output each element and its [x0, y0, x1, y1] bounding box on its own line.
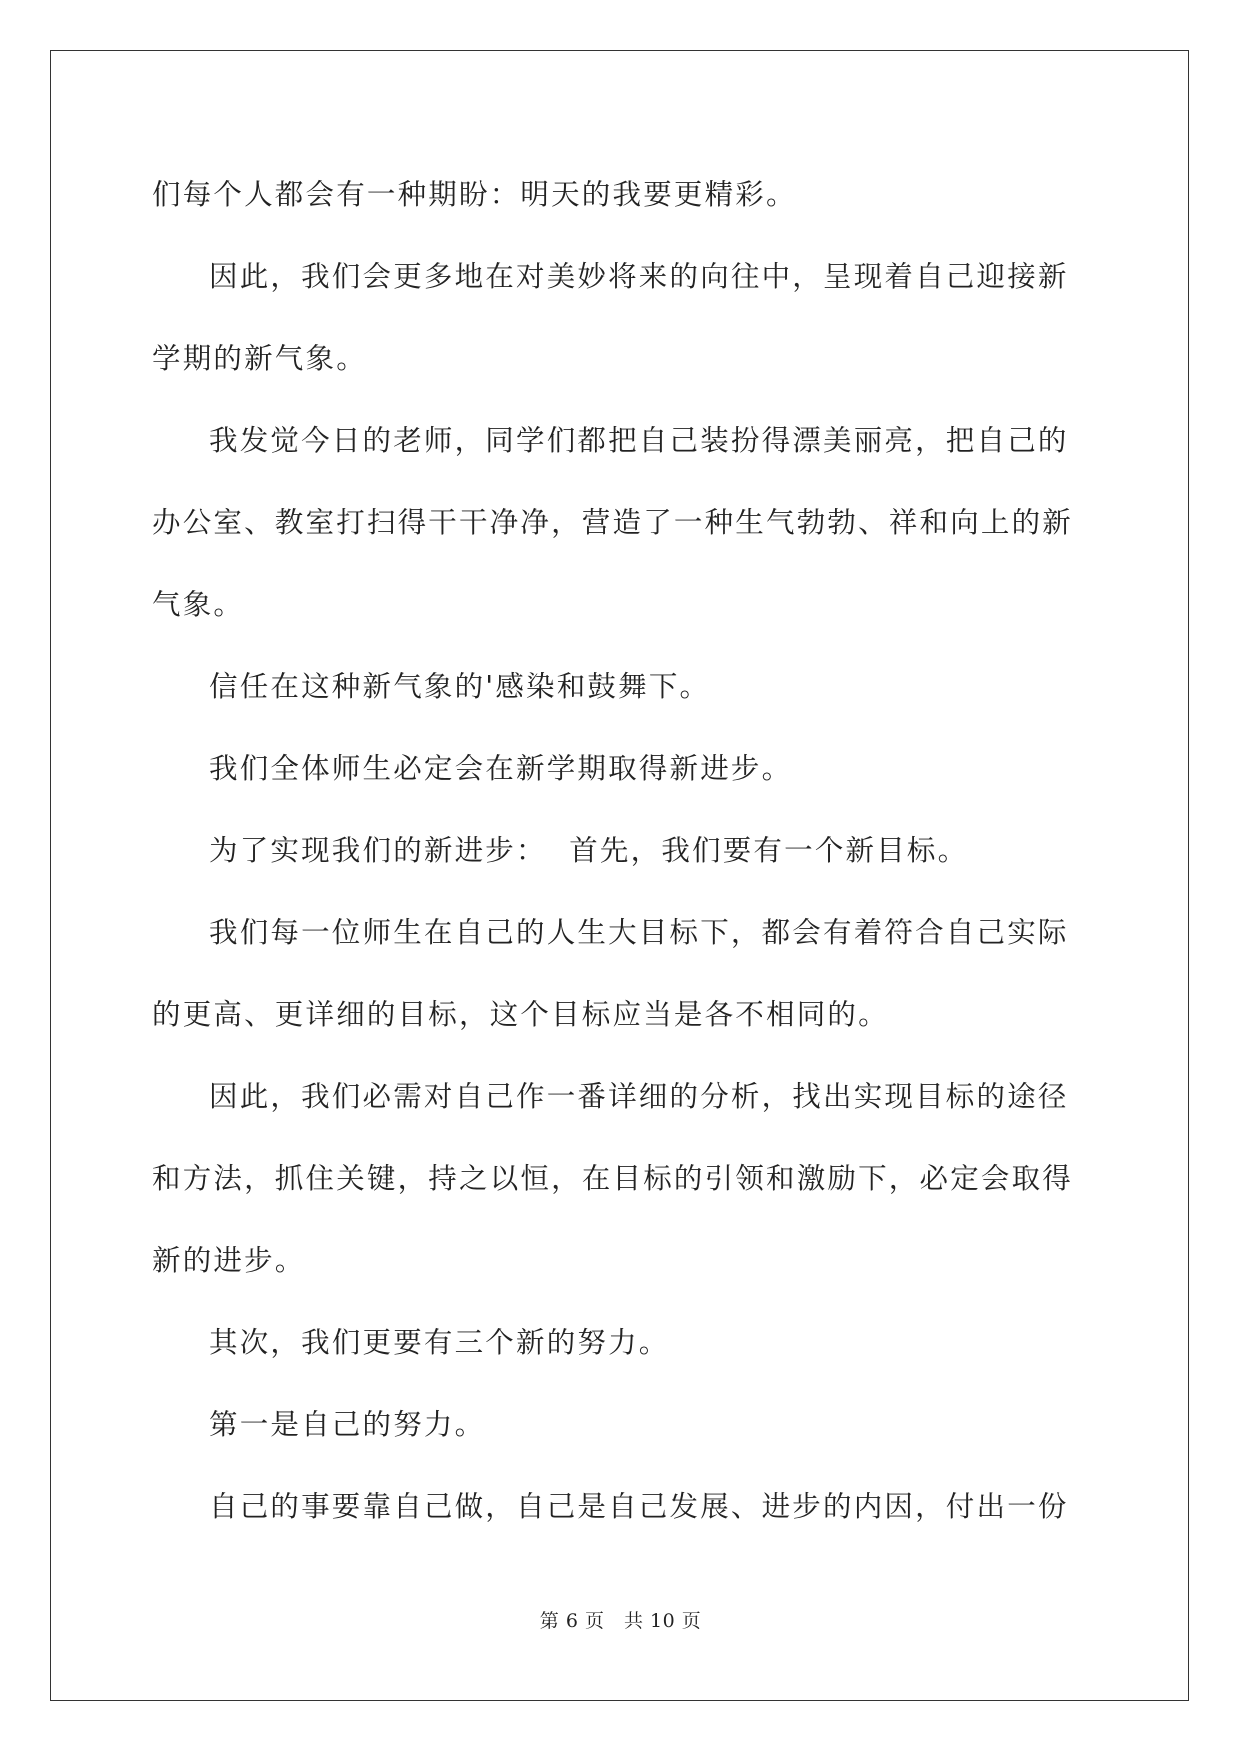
- paragraph: 自己的事要靠自己做，自己是自己发展、进步的内因，付出一份: [209, 1490, 1069, 1523]
- page-number-footer: 第 6 页 共 10 页: [539, 1610, 702, 1632]
- paragraph: 为了实现我们的新进步： 首先，我们要有一个新目标。: [209, 834, 969, 867]
- paragraph: 们每个人都会有一种期盼：明天的我要更精彩。: [152, 178, 797, 211]
- paragraph: 我发觉今日的老师，同学们都把自己装扮得漂美丽亮，把自己的办公室、教室打扫得干干净净，营造了一种生气勃勃、祥和向上的新气象。: [152, 424, 1074, 621]
- paragraph: 其次，我们更要有三个新的努力。: [209, 1326, 670, 1359]
- paragraph: 因此，我们必需对自己作一番详细的分析，找出实现目标的途径和方法，抓住关键，持之以恒，在目标的引领和激励下，必定会取得新的进步。: [152, 1080, 1074, 1277]
- document-body: [152, 154, 1092, 1548]
- paragraph: 我们每一位师生在自己的人生大目标下，都会有着符合自己实际的更高、更详细的目标，这个目标应当是各不相同的。: [152, 916, 1069, 1031]
- paragraph: 因此，我们会更多地在对美妙将来的向往中，呈现着自己迎接新学期的新气象。: [152, 260, 1069, 375]
- paragraph: 我们全体师生必定会在新学期取得新进步。: [209, 752, 793, 785]
- paragraph: 信任在这种新气象的'感染和鼓舞下。: [209, 670, 711, 703]
- paragraph: 第一是自己的努力。: [209, 1408, 486, 1441]
